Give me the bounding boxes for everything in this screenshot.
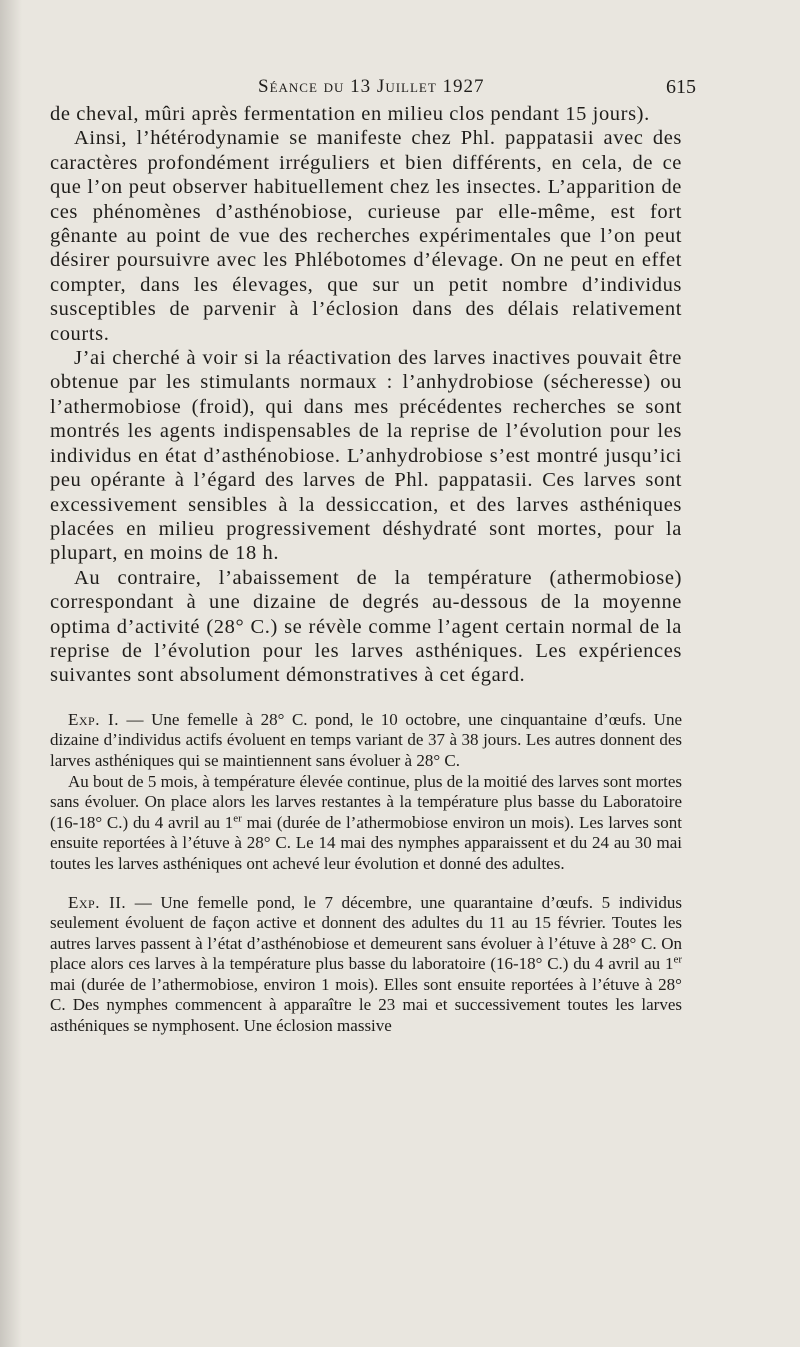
- paragraph: Au contraire, l’abaissement de la température (athermobiose) correspondant à une dizaine de degrés au-dessous de la moyenne optima d’activité (28° C.) se révèle comme l’agent certain normal de la reprise de l’évolution pour les larves asthéniques. Les expériences suivantes sont absolument démonstratives à cet égard.: [50, 566, 682, 687]
- document-page: [50, 70, 696, 1037]
- experiment-1: [50, 710, 682, 875]
- page-binding-edge: [0, 0, 22, 1347]
- superscript: er: [673, 953, 682, 966]
- main-text: [50, 102, 682, 688]
- paragraph: de cheval, mûri après fermentation en milieu clos pendant 15 jours).: [50, 103, 650, 125]
- experiment-text: — Une femelle pond, le 7 décembre, une quarantaine d’œufs. 5 individus seulement évoluent de façon active et donnent des adultes du 11 au 15 février. Toutes les autres larves passent à l’état d’asthénobiose et demeurent sans évoluer à l’étuve à 28° C. On place alors ces larves à la température plus basse du laboratoire (16-18° C.) du 4 avril au 1: [50, 892, 683, 974]
- experiment-text: Au bout de 5 mois, à température élevée continue, plus de la moitié des larves sont mortes sans évoluer. On place alors les larves restantes à la température plus basse du Laboratoire (16-18° C.) du 4 avril au 1: [50, 771, 682, 832]
- experiment-1-intro: [50, 710, 682, 772]
- experiment-label: Exp. I.: [68, 709, 119, 729]
- experiment-2-text: [50, 893, 682, 1037]
- experiment-text: — Une femelle à 28° C. pond, le 10 octobre, une cinquantaine d’œufs. Une dizaine d’individus actifs évoluent en temps variant de 37 à 38 jours. Les autres donnent des larves asthéniques qui se maintiennent sans évoluer à 28° C.: [50, 709, 682, 770]
- running-head: Séance du 13 Juillet 1927: [258, 76, 485, 97]
- paragraph: Ainsi, l’hétérodynamie se manifeste chez Phl. pappatasii avec des caractères profondément irréguliers et bien différents, en cela, de ce que l’on peut observer habituellement chez les insectes. L’apparition de ces phénomènes d’asthénobiose, curieuse par elle-même, est fort gênante au point de vue des recherches expérimentales que l’on peut désirer poursuivre avec les Phlébotomes d’élevage. On ne peut en effet compter, dans les élevages, que sur un petit nombre d’individus susceptibles de parvenir à l’éclosion dans des délais relativement courts.: [50, 127, 682, 345]
- experiment-text: mai (durée de l’athermobiose, environ 1 mois). Elles sont ensuite reportées à l’étuve à 28° C. Des nymphes commencent à apparaître le 23 mai et successivement toutes les larves asthéniques se nymphosent. Une éclosion massive: [50, 974, 682, 1036]
- experiment-label: Exp. II.: [68, 892, 127, 912]
- superscript: er: [233, 812, 242, 825]
- experiment-text: mai (durée de l’athermobiose environ un mois). Les larves sont ensuite reportées à l’étuve à 28° C. Le 14 mai des nymphes apparaissent et du 24 au 30 mai toutes les larves asthéniques ont achevé leur évolution et donné des adultes.: [50, 812, 682, 873]
- page-header: [50, 70, 696, 102]
- page-number: 615: [666, 76, 696, 98]
- experiment-1-continuation: [50, 772, 682, 875]
- paragraph: J’ai cherché à voir si la réactivation des larves inactives pouvait être obtenue par les stimulants normaux : l’anhydrobiose (sécheresse) ou l’athermobiose (froid), qui dans mes précédentes recherches se sont montrés les agents indispensables de la reprise de l’évolution pour les individus en état d’asthénobiose. L’anhydrobiose s’est montré jusqu’ici peu opérante à l’égard des larves de Phl. pappatasii. Ces larves sont excessivement sensibles à la dessiccation, et des larves asthéniques placées en milieu progressivement déshydraté sont mortes, pour la plupart, en moins de 18 h.: [50, 347, 682, 565]
- experiment-2: [50, 893, 682, 1037]
